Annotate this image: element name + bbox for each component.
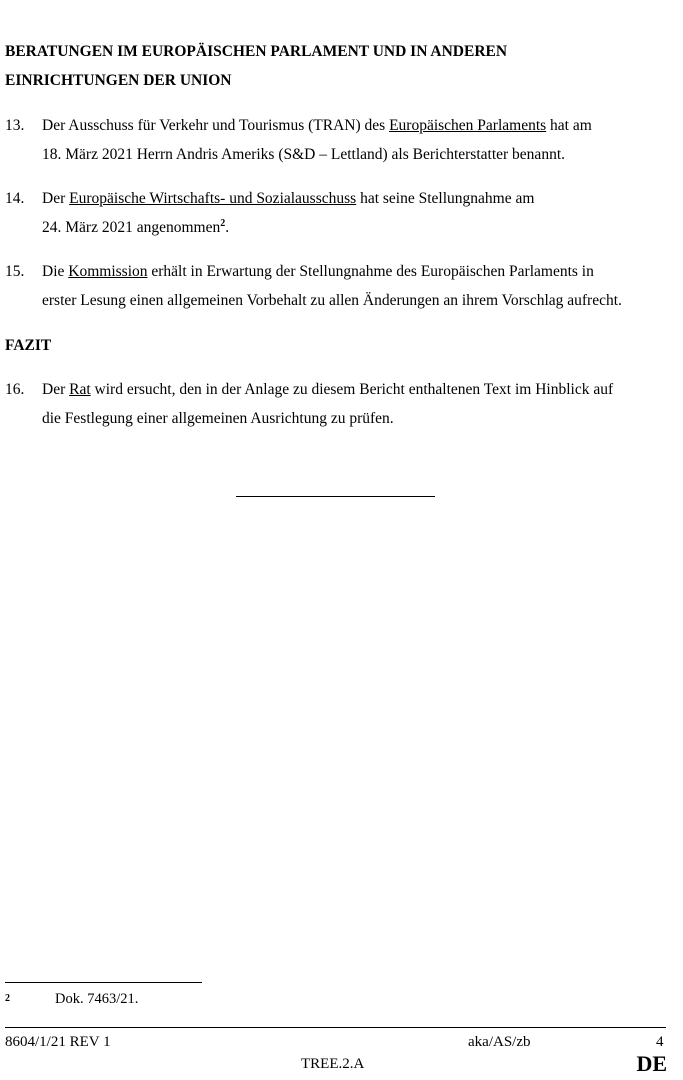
paragraph-number: 13. bbox=[5, 117, 25, 134]
footnote-number: 2 bbox=[5, 993, 10, 1004]
paragraph-line: Der Europäische Wirtschafts- und Sozialausschuss hat seine Stellungnahme am bbox=[42, 190, 535, 207]
section-heading-line-1: BERATUNGEN IM EUROPÄISCHEN PARLAMENT UND IN ANDEREN bbox=[5, 43, 508, 60]
paragraph-number: 14. bbox=[5, 190, 25, 207]
footnote-reference[interactable]: 2 bbox=[220, 217, 226, 229]
paragraph-line: 24. März 2021 angenommen$^2$. bbox=[42, 217, 230, 236]
paragraph-line: Der Rat wird ersucht, den in der Anlage zu diesem Bericht enthaltenen Text im Hinblick auf bbox=[42, 381, 614, 398]
end-of-text-divider bbox=[236, 496, 435, 497]
paragraph-number: 15. bbox=[5, 263, 25, 280]
footnote-text: Dok. 7463/21. bbox=[55, 991, 139, 1007]
paragraph-line: die Festlegung einer allgemeinen Ausrichtung zu prüfen. bbox=[42, 410, 394, 427]
paragraph-13 bbox=[5, 111, 675, 169]
underlined-term: Kommission bbox=[68, 263, 148, 280]
paragraph-14 bbox=[5, 184, 675, 242]
paragraph-16 bbox=[5, 375, 675, 433]
paragraph-line: 18. März 2021 Herrn Andris Ameriks (S&D – Lettland) als Berichterstatter benannt. bbox=[42, 146, 565, 163]
section-heading-line-2: EINRICHTUNGEN DER UNION bbox=[5, 72, 232, 89]
paragraph-line: erster Lesung einen allgemeinen Vorbehalt zu allen Änderungen an ihrem Vorschlag aufrecht. bbox=[42, 292, 622, 309]
paragraph-line: Die Kommission erhält in Erwartung der Stellungnahme des Europäischen Parlaments in bbox=[42, 263, 594, 280]
footer-language-code: DE bbox=[636, 1051, 667, 1076]
paragraph-line: Der Ausschuss für Verkehr und Tourismus (TRAN) des Europäischen Parlaments hat am bbox=[42, 117, 592, 134]
underlined-term: Europäischen Parlaments bbox=[389, 117, 547, 134]
underlined-term: Rat bbox=[69, 381, 91, 398]
paragraph-number: 16. bbox=[5, 381, 25, 398]
footnote bbox=[5, 988, 138, 1010]
footer-page-number: 4 bbox=[656, 1034, 664, 1050]
footer-doc-ref: 8604/1/21 REV 1 bbox=[5, 1034, 111, 1050]
footer-initials: aka/AS/zb bbox=[468, 1034, 531, 1050]
footer-divider bbox=[5, 1027, 666, 1028]
section-heading-fazit: FAZIT bbox=[5, 337, 52, 354]
paragraph-15 bbox=[5, 257, 675, 315]
footer-unit: TREE.2.A bbox=[301, 1056, 365, 1072]
underlined-term: Europäische Wirtschafts- und Sozialausschuss bbox=[69, 190, 357, 207]
footnote-divider bbox=[5, 982, 202, 983]
